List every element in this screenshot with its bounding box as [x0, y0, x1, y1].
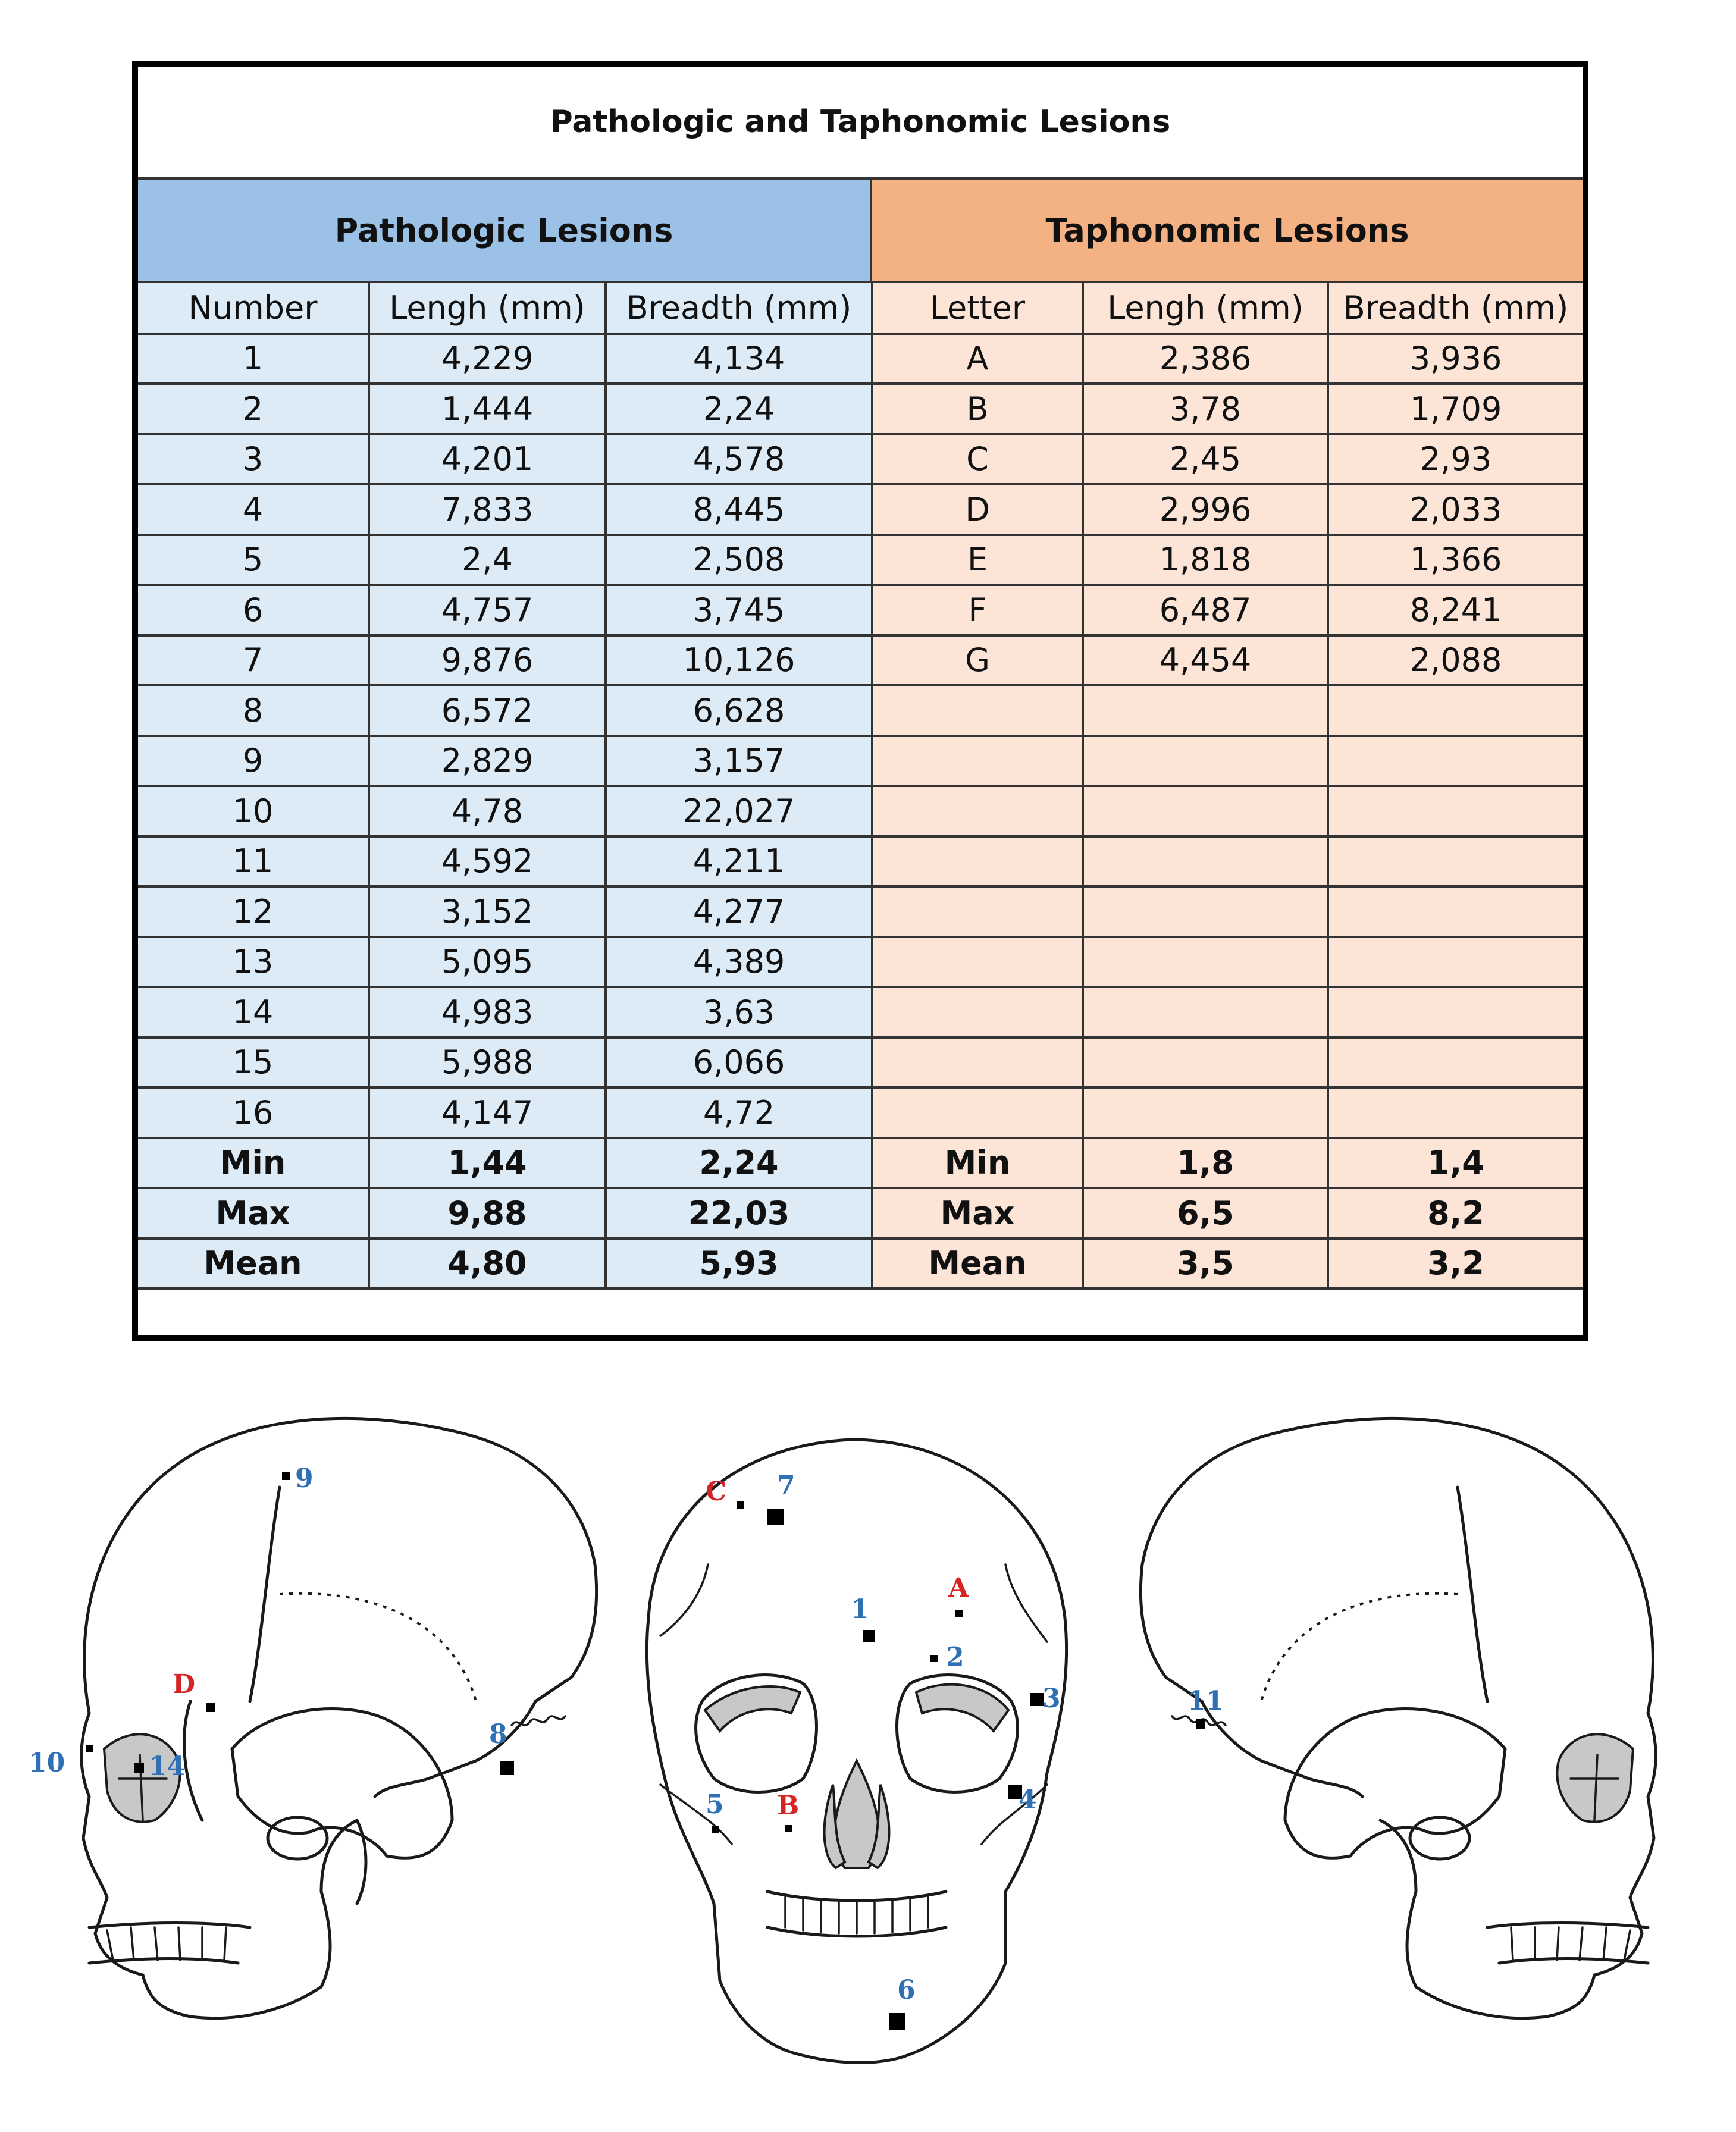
pathologic-breadth-cell: 22,03 [606, 1188, 872, 1239]
pathologic-number-cell: 8 [138, 685, 369, 736]
pathologic-number-cell: 7 [138, 635, 369, 686]
lesion-marker-a [955, 1610, 963, 1617]
taphonomic-letter-cell [872, 987, 1083, 1037]
taphonomic-breadth-cell: 2,93 [1328, 434, 1583, 485]
pathologic-breadth-cell: 3,745 [606, 585, 872, 635]
taphonomic-length-cell: 3,5 [1083, 1239, 1328, 1289]
pathologic-breadth-cell: Breadth (mm) [606, 283, 872, 334]
taphonomic-breadth-cell [1328, 786, 1583, 836]
table-row [138, 836, 1583, 887]
taphonomic-length-cell [1083, 1087, 1328, 1138]
pathologic-lesions-header: Pathologic Lesions [138, 180, 872, 283]
pathologic-length-cell: 9,88 [369, 1188, 606, 1239]
lesion-marker-14 [134, 1763, 144, 1773]
table-row [138, 937, 1583, 987]
taphonomic-length-cell [1083, 886, 1328, 937]
right-lateral-skull [1140, 1418, 1656, 2018]
lesion-marker-9 [282, 1472, 290, 1480]
taphonomic-breadth-cell [1328, 1087, 1583, 1138]
taphonomic-breadth-cell [1328, 736, 1583, 786]
pathologic-length-cell: 9,876 [369, 635, 606, 686]
lesion-marker-5 [712, 1826, 719, 1833]
pathologic-breadth-cell: 3,63 [606, 987, 872, 1037]
label-3: 3 [1042, 1683, 1061, 1714]
skull-lesion-diagram [0, 1368, 1736, 2130]
table-title: Pathologic and Taphonomic Lesions [138, 67, 1583, 180]
pathologic-number-cell: Number [138, 283, 369, 334]
taphonomic-breadth-cell: 1,709 [1328, 384, 1583, 434]
label-10: 10 [29, 1748, 65, 1778]
pathologic-length-cell: 1,444 [369, 384, 606, 434]
table-row [138, 384, 1583, 434]
taphonomic-breadth-cell [1328, 886, 1583, 937]
taphonomic-letter-cell: C [872, 434, 1083, 485]
taphonomic-breadth-cell: 3,2 [1328, 1239, 1583, 1289]
taphonomic-letter-cell [872, 886, 1083, 937]
label-4: 4 [1019, 1785, 1037, 1815]
taphonomic-length-cell: 2,45 [1083, 434, 1328, 485]
label-c: C [706, 1476, 727, 1507]
pathologic-length-cell: 6,572 [369, 685, 606, 736]
taphonomic-letter-cell [872, 736, 1083, 786]
taphonomic-length-cell: 2,386 [1083, 334, 1328, 384]
taphonomic-length-cell: 3,78 [1083, 384, 1328, 434]
taphonomic-letter-cell: D [872, 484, 1083, 535]
pathologic-number-cell: Max [138, 1188, 369, 1239]
taphonomic-length-cell: Lengh (mm) [1083, 283, 1328, 334]
taphonomic-letter-cell [872, 786, 1083, 836]
taphonomic-letter-cell: G [872, 635, 1083, 686]
taphonomic-letter-cell: F [872, 585, 1083, 635]
taphonomic-breadth-cell [1328, 836, 1583, 887]
label-b: B [777, 1791, 800, 1821]
taphonomic-letter-cell [872, 836, 1083, 887]
table-row [138, 786, 1583, 836]
pathologic-number-cell: 16 [138, 1087, 369, 1138]
pathologic-length-cell: 7,833 [369, 484, 606, 535]
taphonomic-length-cell [1083, 685, 1328, 736]
pathologic-breadth-cell: 4,277 [606, 886, 872, 937]
label-8: 8 [489, 1719, 507, 1750]
lesion-marker-11 [1196, 1719, 1205, 1729]
pathologic-length-cell: 4,757 [369, 585, 606, 635]
pathologic-length-cell: 4,201 [369, 434, 606, 485]
taphonomic-letter-cell: Max [872, 1188, 1083, 1239]
table-row [138, 535, 1583, 585]
taphonomic-length-cell [1083, 1037, 1328, 1088]
taphonomic-length-cell [1083, 786, 1328, 836]
taphonomic-length-cell [1083, 937, 1328, 987]
taphonomic-breadth-cell: 2,088 [1328, 635, 1583, 686]
pathologic-length-cell: 5,095 [369, 937, 606, 987]
stat-row [138, 1239, 1583, 1289]
pathologic-length-cell: 5,988 [369, 1037, 606, 1088]
table-row [138, 886, 1583, 937]
taphonomic-lesions-header: Taphonomic Lesions [872, 180, 1583, 283]
pathologic-breadth-cell: 3,157 [606, 736, 872, 786]
label-7: 7 [777, 1471, 795, 1501]
taphonomic-breadth-cell: 1,366 [1328, 535, 1583, 585]
lesion-marker-6 [889, 2013, 905, 2030]
pathologic-length-cell: 4,983 [369, 987, 606, 1037]
pathologic-breadth-cell: 6,066 [606, 1037, 872, 1088]
pathologic-breadth-cell: 4,578 [606, 434, 872, 485]
pathologic-length-cell: 4,229 [369, 334, 606, 384]
taphonomic-breadth-cell: 3,936 [1328, 334, 1583, 384]
table-row [138, 736, 1583, 786]
pathologic-number-cell: 12 [138, 886, 369, 937]
lesion-marker-3 [1030, 1693, 1044, 1706]
pathologic-breadth-cell: 2,508 [606, 535, 872, 585]
lesion-marker-7 [767, 1509, 784, 1525]
taphonomic-letter-cell: Mean [872, 1239, 1083, 1289]
table-row [138, 987, 1583, 1037]
pathologic-number-cell: 6 [138, 585, 369, 635]
taphonomic-letter-cell: B [872, 384, 1083, 434]
pathologic-length-cell: 4,80 [369, 1239, 606, 1289]
stat-row [138, 1188, 1583, 1239]
taphonomic-letter-cell: E [872, 535, 1083, 585]
taphonomic-length-cell: 2,996 [1083, 484, 1328, 535]
taphonomic-letter-cell [872, 1087, 1083, 1138]
pathologic-number-cell: 11 [138, 836, 369, 887]
taphonomic-length-cell: 1,8 [1083, 1138, 1328, 1189]
pathologic-number-cell: 14 [138, 987, 369, 1037]
taphonomic-breadth-cell [1328, 1037, 1583, 1088]
taphonomic-letter-cell [872, 685, 1083, 736]
table-row [138, 1037, 1583, 1088]
pathologic-number-cell: 13 [138, 937, 369, 987]
taphonomic-breadth-cell: 8,2 [1328, 1188, 1583, 1239]
lesion-table [132, 61, 1588, 1341]
pathologic-number-cell: 10 [138, 786, 369, 836]
table-row [138, 334, 1583, 384]
taphonomic-breadth-cell: 2,033 [1328, 484, 1583, 535]
lesion-marker-10 [86, 1745, 93, 1752]
left-lateral-skull [82, 1418, 597, 2018]
pathologic-breadth-cell: 4,72 [606, 1087, 872, 1138]
taphonomic-letter-cell [872, 1037, 1083, 1088]
table-row [138, 635, 1583, 686]
pathologic-breadth-cell: 10,126 [606, 635, 872, 686]
pathologic-breadth-cell: 8,445 [606, 484, 872, 535]
pathologic-breadth-cell: 22,027 [606, 786, 872, 836]
lesion-marker-8 [500, 1761, 514, 1775]
pathologic-length-cell: 1,44 [369, 1138, 606, 1189]
taphonomic-breadth-cell [1328, 987, 1583, 1037]
label-1: 1 [851, 1594, 869, 1625]
taphonomic-letter-cell [872, 937, 1083, 987]
pathologic-breadth-cell: 5,93 [606, 1239, 872, 1289]
label-d: D [173, 1669, 196, 1700]
pathologic-length-cell: 4,592 [369, 836, 606, 887]
pathologic-breadth-cell: 6,628 [606, 685, 872, 736]
frontal-skull [647, 1440, 1066, 2062]
lesion-measurement-grid [138, 283, 1583, 1290]
pathologic-number-cell: 4 [138, 484, 369, 535]
label-6: 6 [897, 1975, 916, 2005]
taphonomic-letter-cell: Min [872, 1138, 1083, 1189]
label-5: 5 [706, 1789, 724, 1820]
column-header-row [138, 283, 1583, 334]
pathologic-number-cell: Min [138, 1138, 369, 1189]
pathologic-length-cell: 4,147 [369, 1087, 606, 1138]
table-row [138, 1087, 1583, 1138]
taphonomic-breadth-cell: 8,241 [1328, 585, 1583, 635]
taphonomic-breadth-cell [1328, 937, 1583, 987]
lesion-marker-c [737, 1501, 744, 1509]
taphonomic-letter-cell: A [872, 334, 1083, 384]
pathologic-breadth-cell: 4,389 [606, 937, 872, 987]
pathologic-length-cell: Lengh (mm) [369, 283, 606, 334]
table-row [138, 585, 1583, 635]
table-row [138, 484, 1583, 535]
lesion-marker-2 [930, 1655, 938, 1662]
taphonomic-length-cell [1083, 736, 1328, 786]
pathologic-length-cell: 2,4 [369, 535, 606, 585]
pathologic-breadth-cell: 2,24 [606, 1138, 872, 1189]
pathologic-breadth-cell: 4,211 [606, 836, 872, 887]
lesion-markers [86, 1472, 1205, 2030]
lesion-marker-b [785, 1825, 792, 1832]
table-row [138, 685, 1583, 736]
taphonomic-length-cell [1083, 987, 1328, 1037]
taphonomic-letter-cell: Letter [872, 283, 1083, 334]
taphonomic-breadth-cell: Breadth (mm) [1328, 283, 1583, 334]
table-row [138, 434, 1583, 485]
lesion-marker-1 [863, 1630, 875, 1642]
pathologic-number-cell: 3 [138, 434, 369, 485]
pathologic-number-cell: 1 [138, 334, 369, 384]
pathologic-number-cell: 9 [138, 736, 369, 786]
taphonomic-breadth-cell [1328, 685, 1583, 736]
label-14: 14 [149, 1751, 186, 1782]
pathologic-length-cell: 3,152 [369, 886, 606, 937]
taphonomic-breadth-cell: 1,4 [1328, 1138, 1583, 1189]
label-9: 9 [295, 1463, 314, 1494]
taphonomic-length-cell [1083, 836, 1328, 887]
label-2: 2 [946, 1642, 964, 1672]
lesion-marker-d [206, 1703, 215, 1712]
pathologic-breadth-cell: 4,134 [606, 334, 872, 384]
taphonomic-length-cell: 4,454 [1083, 635, 1328, 686]
pathologic-length-cell: 2,829 [369, 736, 606, 786]
pathologic-number-cell: 2 [138, 384, 369, 434]
taphonomic-length-cell: 6,5 [1083, 1188, 1328, 1239]
label-11: 11 [1187, 1686, 1224, 1716]
taphonomic-length-cell: 6,487 [1083, 585, 1328, 635]
pathologic-number-cell: Mean [138, 1239, 369, 1289]
label-a: A [948, 1573, 969, 1603]
stat-row [138, 1138, 1583, 1189]
pathologic-number-cell: 5 [138, 535, 369, 585]
pathologic-number-cell: 15 [138, 1037, 369, 1088]
pathologic-breadth-cell: 2,24 [606, 384, 872, 434]
taphonomic-length-cell: 1,818 [1083, 535, 1328, 585]
pathologic-length-cell: 4,78 [369, 786, 606, 836]
